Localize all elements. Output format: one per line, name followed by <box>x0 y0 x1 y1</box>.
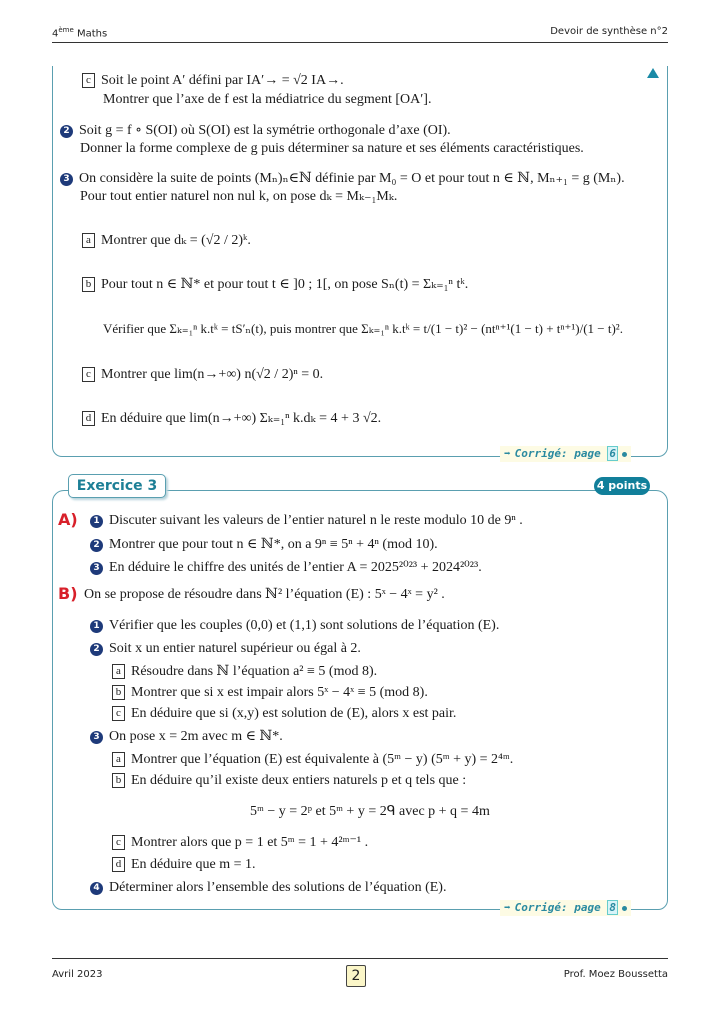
question-B3b: b En déduire qu’il existe deux entiers naturels p et q tels que : <box>112 772 466 790</box>
arrow-right-icon: ➡ <box>504 901 511 914</box>
question-2-line2: Donner la forme complexe de g puis déterminer sa nature et ses éléments caractéristiques. <box>80 141 584 156</box>
triangle-up-icon <box>647 68 659 78</box>
number-4-icon: 4 <box>90 882 103 895</box>
part-b-label: B) <box>58 584 78 603</box>
question-3a: a Montrer que dₖ = (√2 / 2)ᵏ. <box>82 232 251 250</box>
exercise-title: Exercice 3 <box>68 474 166 498</box>
question-3c: c Montrer que lim(n→+∞) n(√2 / 2)ⁿ = 0. <box>82 366 323 384</box>
question-3-line2: Pour tout entier naturel non nul k, on pose dₖ = Mₖ₋₁Mₖ. <box>80 189 398 204</box>
label-d-icon: d <box>112 857 125 872</box>
question-A3: 3 En déduire le chiffre des unités de l’entier A = 2025²⁰²³ + 2024²⁰²³. <box>90 559 482 577</box>
question-B2: 2 Soit x un entier naturel supérieur ou égal à 2. <box>90 640 361 658</box>
question-B3a: a Montrer que l’équation (E) est équivalente à (5ᵐ − y) (5ᵐ + y) = 2⁴ᵐ. <box>112 751 513 769</box>
label-d-icon: d <box>82 411 95 426</box>
part-a-label: A) <box>58 510 78 529</box>
question-3: 3 On considère la suite de points (Mₙ)ₙ∈ℕ définie par M₀ = O et pour tout n ∈ ℕ, Mₙ₊₁ = g (Mₙ). <box>60 170 625 188</box>
number-2-icon: 2 <box>90 539 103 552</box>
page-footer <box>52 958 668 984</box>
part-b-intro: On se propose de résoudre dans ℕ² l’équation (E) : 5ˣ − 4ˣ = y² . <box>84 587 445 602</box>
question-B2b: b Montrer que si x est impair alors 5ˣ − 4ˣ ≡ 5 (mod 8). <box>112 684 428 702</box>
question-B3: 3 On pose x = 2m avec m ∈ ℕ*. <box>90 728 283 746</box>
question-B2c: c En déduire que si (x,y) est solution de (E), alors x est pair. <box>112 705 456 723</box>
question-2: 2 Soit g = f ∘ S(OI) où S(OI) est la symétrie orthogonale d’axe (OI). <box>60 122 451 140</box>
points-badge: 4 points <box>594 477 650 495</box>
label-a-icon: a <box>112 664 125 679</box>
label-b-icon: b <box>112 773 125 788</box>
corrige-link-ex2[interactable]: ➡ Corrigé: page 6 <box>500 446 631 462</box>
label-c-icon: c <box>112 835 125 850</box>
label-c-icon: c <box>112 706 125 721</box>
question-B4: 4 Déterminer alors l’ensemble des solutions de l’équation (E). <box>90 879 446 897</box>
page-header <box>52 26 668 43</box>
footer-date: Avril 2023 <box>52 969 103 980</box>
footer-author: Prof. Moez Boussetta <box>563 969 668 980</box>
question-1c-line2: Montrer que l’axe de f est la médiatrice du segment [OA′]. <box>103 92 432 107</box>
page-number: 2 <box>346 965 366 987</box>
arrow-right-icon: ➡ <box>504 447 511 460</box>
question-A1: 1 Discuter suivant les valeurs de l’entier naturel n le reste modulo 10 de 9ⁿ . <box>90 512 523 530</box>
label-c-icon: c <box>82 73 95 88</box>
question-A2: 2 Montrer que pour tout n ∈ ℕ*, on a 9ⁿ ≡ 5ⁿ + 4ⁿ (mod 10). <box>90 536 438 554</box>
label-c-icon: c <box>82 367 95 382</box>
number-1-icon: 1 <box>90 515 103 528</box>
label-a-icon: a <box>112 752 125 767</box>
dot-icon <box>622 452 627 457</box>
dot-icon <box>622 906 627 911</box>
header-class: 4ème Maths <box>52 26 108 40</box>
label-b-icon: b <box>82 277 95 292</box>
question-1c: c Soit le point A′ défini par IA′→ = √2 IA→. <box>82 72 344 90</box>
question-3b: b Pour tout n ∈ ℕ* et pour tout t ∈ ]0 ; 1[, on pose Sₙ(t) = Σₖ₌₁ⁿ tᵏ. <box>82 276 468 294</box>
number-3-icon: 3 <box>60 173 73 186</box>
number-3-icon: 3 <box>90 731 103 744</box>
label-b-icon: b <box>112 685 125 700</box>
question-B3c: c Montrer alors que p = 1 et 5ᵐ = 1 + 4²ᵐ⁻¹ . <box>112 834 368 852</box>
question-B3b-equation: 5ᵐ − y = 2ᵖ et 5ᵐ + y = 2ᑫ avec p + q = 4m <box>250 804 490 819</box>
label-a-icon: a <box>82 233 95 248</box>
question-B3d: d En déduire que m = 1. <box>112 856 256 874</box>
question-B1: 1 Vérifier que les couples (0,0) et (1,1) sont solutions de l’équation (E). <box>90 617 499 635</box>
header-title: Devoir de synthèse n°2 <box>550 26 668 37</box>
number-3-icon: 3 <box>90 562 103 575</box>
corrige-link-ex3[interactable]: ➡ Corrigé: page 8 <box>500 900 631 916</box>
number-1-icon: 1 <box>90 620 103 633</box>
number-2-icon: 2 <box>90 643 103 656</box>
question-3b-line2: Vérifier que Σₖ₌₁ⁿ k.tᵏ = tS′ₙ(t), puis montrer que Σₖ₌₁ⁿ k.tᵏ = t/(1 − t)² − (ntⁿ⁺¹(1 − t) + tⁿ⁺¹)/(1 − t)². <box>103 321 623 336</box>
question-3d: d En déduire que lim(n→+∞) Σₖ₌₁ⁿ k.dₖ = 4 + 3 √2. <box>82 410 381 428</box>
question-B2a: a Résoudre dans ℕ l’équation a² ≡ 5 (mod 8). <box>112 663 377 681</box>
number-2-icon: 2 <box>60 125 73 138</box>
